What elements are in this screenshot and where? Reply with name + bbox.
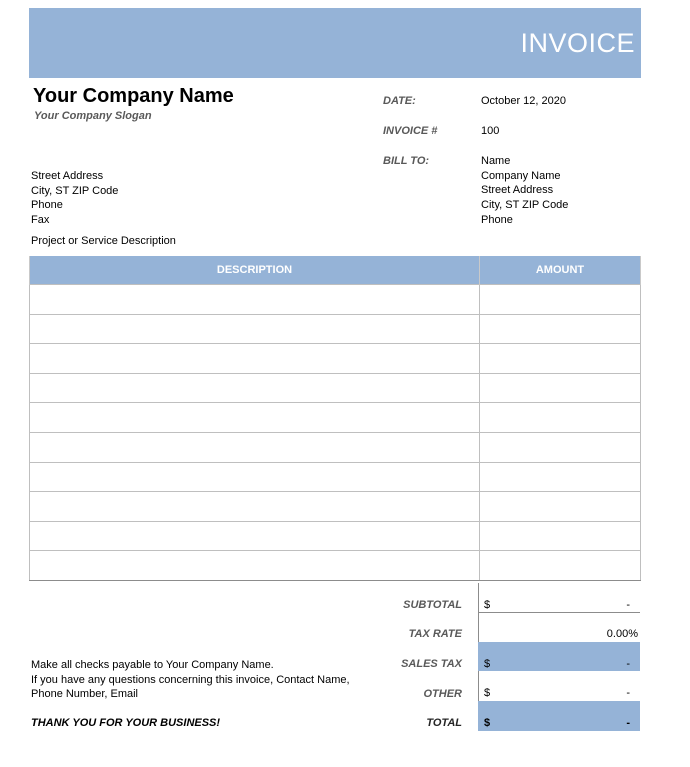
subtotal-label: SUBTOTAL (403, 599, 462, 611)
line-items-table (29, 256, 641, 581)
payment-note-line: Make all checks payable to Your Company Name. (31, 659, 274, 671)
bill-to-block (481, 154, 568, 228)
description-cell[interactable] (30, 285, 480, 315)
thank-you-message: THANK YOU FOR YOUR BUSINESS! (31, 717, 221, 729)
tax-rate-label: TAX RATE (408, 628, 462, 640)
description-cell[interactable] (30, 432, 480, 462)
invoice-number-value: 100 (481, 125, 500, 137)
other-label: OTHER (423, 688, 462, 700)
amount-cell[interactable] (480, 373, 641, 403)
other-currency: $ (484, 687, 491, 699)
description-cell[interactable] (30, 551, 480, 581)
table-row (30, 462, 641, 492)
table-row (30, 344, 641, 374)
bill-to-name: Name (481, 155, 511, 167)
amount-cell[interactable] (480, 403, 641, 433)
table-row (30, 432, 641, 462)
description-cell[interactable] (30, 373, 480, 403)
date-label: DATE: (383, 95, 416, 107)
description-cell[interactable] (30, 403, 480, 433)
sales-tax-value: - (626, 658, 630, 670)
date-value: October 12, 2020 (481, 95, 567, 107)
sales-tax-box (478, 642, 640, 671)
amount-cell[interactable] (480, 432, 641, 462)
company-name: Your Company Name (33, 85, 234, 107)
subtotal-currency: $ (484, 599, 491, 611)
other-value[interactable]: - (626, 687, 630, 699)
description-header: DESCRIPTION (30, 256, 480, 285)
sales-tax-currency: $ (484, 658, 491, 670)
description-cell[interactable] (30, 314, 480, 344)
questions-note-line: If you have any questions concerning this invoice, Contact Name, (31, 673, 350, 686)
total-value: - (626, 717, 630, 729)
description-cell[interactable] (30, 521, 480, 551)
table-header-row (30, 256, 641, 285)
invoice-number-label: INVOICE # (383, 125, 438, 137)
description-cell[interactable] (30, 492, 480, 522)
description-cell[interactable] (30, 462, 480, 492)
amount-header: AMOUNT (480, 256, 641, 285)
company-street: Street Address (31, 170, 104, 182)
total-label: TOTAL (426, 717, 462, 729)
bill-to-phone: Phone (481, 213, 513, 226)
amount-cell[interactable] (480, 462, 641, 492)
table-row (30, 551, 641, 581)
invoice-title: INVOICE (520, 28, 635, 58)
total-currency: $ (484, 717, 491, 729)
amount-cell[interactable] (480, 314, 641, 344)
bill-to-company: Company Name (481, 169, 561, 182)
company-address-block (31, 169, 118, 228)
other-box (478, 671, 640, 700)
company-slogan: Your Company Slogan (34, 110, 152, 122)
bill-to-label: BILL TO: (383, 155, 430, 167)
table-row (30, 373, 641, 403)
tax-rate-box (478, 612, 640, 641)
contact-note-line: Phone Number, Email (31, 688, 138, 701)
table-row (30, 492, 641, 522)
table-row (30, 314, 641, 344)
amount-cell[interactable] (480, 344, 641, 374)
table-row (30, 521, 641, 551)
amount-cell[interactable] (480, 285, 641, 315)
amount-cell[interactable] (480, 551, 641, 581)
company-phone: Phone (31, 199, 63, 212)
company-city: City, ST ZIP Code (31, 184, 119, 197)
tax-rate-value[interactable]: 0.00% (606, 628, 638, 640)
bill-to-street: Street Address (481, 184, 554, 197)
amount-cell[interactable] (480, 521, 641, 551)
table-row (30, 403, 641, 433)
project-description: Project or Service Description (31, 235, 176, 247)
sales-tax-label: SALES TAX (401, 658, 462, 670)
payment-notes (31, 658, 350, 702)
table-row (30, 285, 641, 315)
subtotal-box (478, 583, 640, 612)
description-cell[interactable] (30, 344, 480, 374)
invoice-banner (29, 8, 641, 78)
bill-to-city: City, ST ZIP Code (481, 199, 569, 212)
company-fax: Fax (31, 214, 50, 227)
total-box (478, 701, 640, 731)
subtotal-value: - (626, 599, 630, 611)
amount-cell[interactable] (480, 492, 641, 522)
